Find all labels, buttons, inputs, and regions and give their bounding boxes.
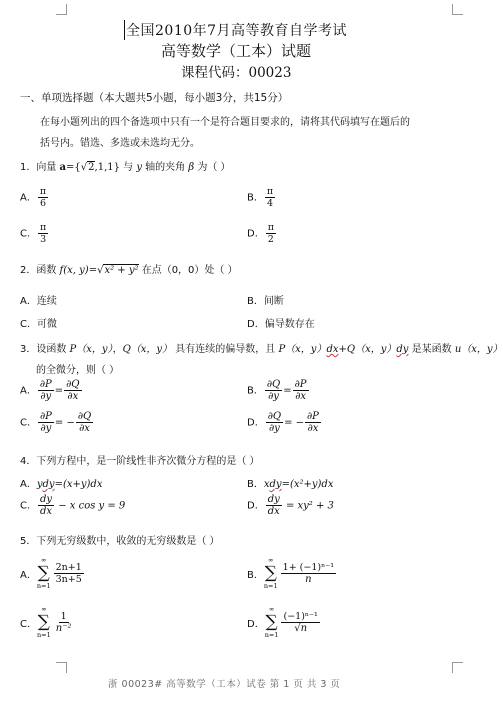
fraction-numerator: ∂Q bbox=[77, 411, 92, 422]
q3-sep: ， bbox=[112, 344, 123, 355]
fraction-numerator: 1+ (−1)ⁿ⁻¹ bbox=[282, 562, 335, 573]
option-label: D． bbox=[247, 619, 265, 630]
sigma-symbol: ∑ bbox=[37, 563, 50, 583]
q1-end: 为（ ） bbox=[194, 162, 231, 173]
sum-upper: ∞ bbox=[268, 556, 274, 564]
q2-option-d bbox=[247, 315, 315, 330]
option-label: B． bbox=[247, 570, 264, 581]
option-label: A． bbox=[20, 570, 37, 581]
sigma-symbol: ∑ bbox=[37, 612, 50, 632]
option-label: B． bbox=[247, 296, 264, 307]
instruction-line-1: 在每小题列出的四个备选项中只有一个是符合题目要求的，请将其代码填写在题后的 bbox=[40, 117, 410, 128]
expr-rest: = xy² + 3 bbox=[282, 500, 334, 512]
fraction-denominator: 3n+5 bbox=[55, 574, 82, 585]
option-text: 偏导数存在 bbox=[264, 319, 315, 330]
expr-post: =(x+y)dx bbox=[54, 479, 103, 490]
q1-vec-open: ={ bbox=[66, 162, 81, 173]
q1-option-b bbox=[247, 186, 276, 209]
fraction-denominator: 4 bbox=[266, 198, 274, 209]
q1-suffix: 轴的夹角 bbox=[142, 162, 189, 173]
q2-option-c bbox=[20, 315, 57, 330]
option-text: 间断 bbox=[263, 296, 284, 307]
q5-option-c bbox=[20, 605, 75, 640]
fraction-numerator: ∂P bbox=[39, 411, 52, 422]
equals: = − bbox=[284, 417, 305, 429]
sum-upper: ∞ bbox=[41, 605, 47, 613]
q3-option-a bbox=[20, 379, 83, 402]
question-4-stem: 4．下列方程中，是一阶线性非齐次微分方程的是（ ） bbox=[20, 456, 260, 467]
question-5-stem: 5．下列无穷级数中，收敛的无穷级数是（ ） bbox=[20, 536, 220, 547]
expr-rest: − x cos y = 9 bbox=[55, 500, 126, 512]
fraction-denominator: 2 bbox=[267, 234, 274, 245]
q2-prefix: 2．函数 bbox=[20, 265, 60, 276]
q5-option-d bbox=[247, 605, 321, 640]
option-label: B． bbox=[247, 192, 264, 204]
q4-option-d bbox=[247, 494, 334, 517]
sum-lower: n=1 bbox=[264, 631, 279, 639]
fraction-numerator: ∂Q bbox=[66, 379, 80, 390]
q5-option-a bbox=[20, 556, 85, 591]
fraction-denominator: 6 bbox=[39, 198, 46, 209]
q2-option-a bbox=[20, 292, 57, 307]
q2-option-b bbox=[247, 292, 284, 307]
fraction-denominator: dx bbox=[39, 506, 53, 517]
q3-dx: dx bbox=[326, 344, 339, 355]
q3-p: P（x，y） bbox=[69, 344, 113, 355]
crop-mark-bottom-right bbox=[452, 662, 463, 673]
fraction-numerator: π bbox=[39, 186, 47, 197]
page-footer: 浙 00023# 高等数学（工本）试卷 第 1 页 共 3 页 bbox=[108, 679, 341, 690]
option-text: 可微 bbox=[36, 319, 57, 330]
fraction-numerator: ∂P bbox=[294, 379, 307, 390]
instruction-line-2: 括号内。错选、多选或未选均无分。 bbox=[40, 138, 200, 149]
q2-function: f(x, y) bbox=[59, 265, 89, 276]
q1-vector-a: a bbox=[59, 162, 67, 173]
fraction-denominator: n⁻² bbox=[55, 623, 72, 634]
q4-option-b bbox=[247, 475, 333, 490]
subject-title: 高等数学（工本）试题 bbox=[161, 42, 312, 60]
equals: = bbox=[283, 385, 292, 397]
option-label: D． bbox=[247, 500, 265, 512]
question-3-stem-line-1 bbox=[20, 340, 503, 355]
fraction-numerator: ∂Q bbox=[267, 411, 282, 422]
q1-mid: 与 bbox=[119, 162, 137, 173]
exam-title: 全国2010年7月高等教育自学考试 bbox=[124, 20, 347, 40]
course-code: 课程代码：00023 bbox=[181, 65, 292, 81]
sigma-symbol: ∑ bbox=[265, 612, 278, 632]
q1-option-c bbox=[20, 222, 49, 245]
q3-q: Q（x，y） bbox=[122, 344, 173, 355]
q3-option-b bbox=[247, 379, 310, 402]
expr-dy: dy bbox=[269, 479, 282, 490]
option-label: A． bbox=[20, 192, 37, 204]
summation bbox=[37, 605, 51, 640]
question-3-stem-line-2: 的全微分，则（ ） bbox=[36, 365, 120, 376]
option-label: C． bbox=[20, 619, 37, 630]
option-label: C． bbox=[20, 417, 37, 429]
fraction-numerator: 2n+1 bbox=[55, 562, 82, 573]
fraction-denominator: ∂y bbox=[268, 391, 279, 402]
sum-upper: ∞ bbox=[268, 605, 275, 613]
sigma-symbol: ∑ bbox=[264, 563, 277, 583]
fraction-denominator: ∂x bbox=[67, 391, 79, 402]
option-label: D． bbox=[247, 417, 265, 429]
fraction-denominator: n bbox=[305, 574, 312, 585]
fraction-numerator: π bbox=[39, 222, 47, 233]
sum-lower: n=1 bbox=[263, 582, 278, 590]
q3-suffix: 是某函数 bbox=[408, 344, 455, 355]
fraction-denominator: 3 bbox=[40, 234, 47, 245]
q3-option-d bbox=[247, 411, 322, 434]
q1-axis: y bbox=[136, 162, 142, 173]
fraction-numerator: (−1)ⁿ⁻¹ bbox=[283, 611, 318, 622]
equals: = bbox=[54, 385, 64, 397]
expr-pre: x bbox=[263, 479, 270, 490]
q1-option-d bbox=[247, 222, 277, 245]
q1-beta: β bbox=[188, 162, 195, 173]
q3-expr-a: P（x，y） bbox=[278, 344, 327, 355]
fraction-denominator: dx bbox=[267, 506, 280, 517]
option-label: B． bbox=[247, 385, 264, 397]
option-label: D． bbox=[247, 319, 265, 330]
q2-radicand: x² + y² bbox=[104, 265, 139, 276]
option-label: A． bbox=[20, 479, 37, 490]
q1-prefix: 1．向量 bbox=[20, 162, 60, 173]
fraction-denominator: ∂y bbox=[40, 423, 52, 434]
expr-post: =(x²+y)dx bbox=[281, 479, 334, 490]
summation bbox=[264, 556, 278, 591]
q5-option-b bbox=[247, 556, 337, 591]
q4-option-a bbox=[20, 475, 102, 490]
fraction-numerator: ∂Q bbox=[266, 379, 281, 390]
fraction-denominator: ∂x bbox=[307, 423, 319, 434]
fraction-denominator: ∂x bbox=[295, 391, 306, 402]
fraction-numerator: ∂P bbox=[307, 411, 319, 422]
q3-dy: dy bbox=[396, 344, 409, 355]
q3-plus: + bbox=[338, 344, 347, 355]
sum-upper: ∞ bbox=[41, 556, 47, 564]
option-label: D． bbox=[247, 228, 265, 240]
equals: = − bbox=[54, 417, 75, 429]
summation bbox=[37, 556, 51, 591]
q2-suffix: 在点（0，0）处（ ） bbox=[138, 265, 238, 276]
crop-mark-bottom-left bbox=[56, 662, 67, 673]
sum-lower: n=1 bbox=[36, 582, 51, 590]
q3-mid: 具有连续的偏导数，且 bbox=[172, 344, 279, 355]
option-label: A． bbox=[20, 296, 37, 307]
q3-u: u（x，y） bbox=[454, 344, 503, 355]
q2-equals: = bbox=[88, 265, 98, 276]
fraction-denominator: √n bbox=[294, 623, 308, 634]
sum-lower: n=1 bbox=[36, 631, 51, 639]
crop-mark-top-right bbox=[452, 4, 463, 15]
option-label: C． bbox=[20, 319, 37, 330]
fraction-numerator: π bbox=[267, 222, 274, 233]
q1-option-a bbox=[20, 186, 49, 209]
q1-sqrt-arg: 2 bbox=[88, 162, 95, 173]
option-label: C． bbox=[20, 500, 37, 512]
summation bbox=[265, 605, 279, 640]
expr-pre: y bbox=[36, 479, 43, 490]
fraction-denominator: ∂y bbox=[268, 423, 280, 434]
crop-mark-top-left bbox=[56, 4, 67, 15]
fraction-numerator: 1 bbox=[60, 611, 67, 622]
fraction-numerator: dy bbox=[39, 494, 53, 505]
q4-option-c bbox=[20, 494, 125, 517]
fraction-numerator: ∂P bbox=[39, 379, 52, 390]
expr-dy: dy bbox=[42, 479, 55, 490]
q3-prefix: 3．设函数 bbox=[20, 344, 70, 355]
option-label: A． bbox=[20, 385, 37, 397]
q3-option-c bbox=[20, 411, 94, 434]
question-1-stem: 1．向量 a={√2,1,1} 与 y 轴的夹角 β 为（ ） bbox=[20, 162, 231, 173]
option-label: C． bbox=[20, 228, 37, 240]
option-text: 连续 bbox=[36, 296, 57, 307]
question-2-stem: 2．函数 f(x, y)=√x² + y² 在点（0，0）处（ ） bbox=[20, 265, 238, 276]
fraction-numerator: π bbox=[266, 186, 274, 197]
option-label: B． bbox=[247, 479, 264, 490]
section-heading: 一、单项选择题（本大题共5小题，每小题3分，共15分） bbox=[20, 92, 289, 104]
q3-expr-b: Q（x，y） bbox=[346, 344, 397, 355]
fraction-numerator: dy bbox=[267, 494, 280, 505]
q1-vec-rest: ,1,1} bbox=[94, 162, 120, 173]
fraction-denominator: ∂x bbox=[79, 423, 90, 434]
fraction-denominator: ∂y bbox=[40, 391, 52, 402]
